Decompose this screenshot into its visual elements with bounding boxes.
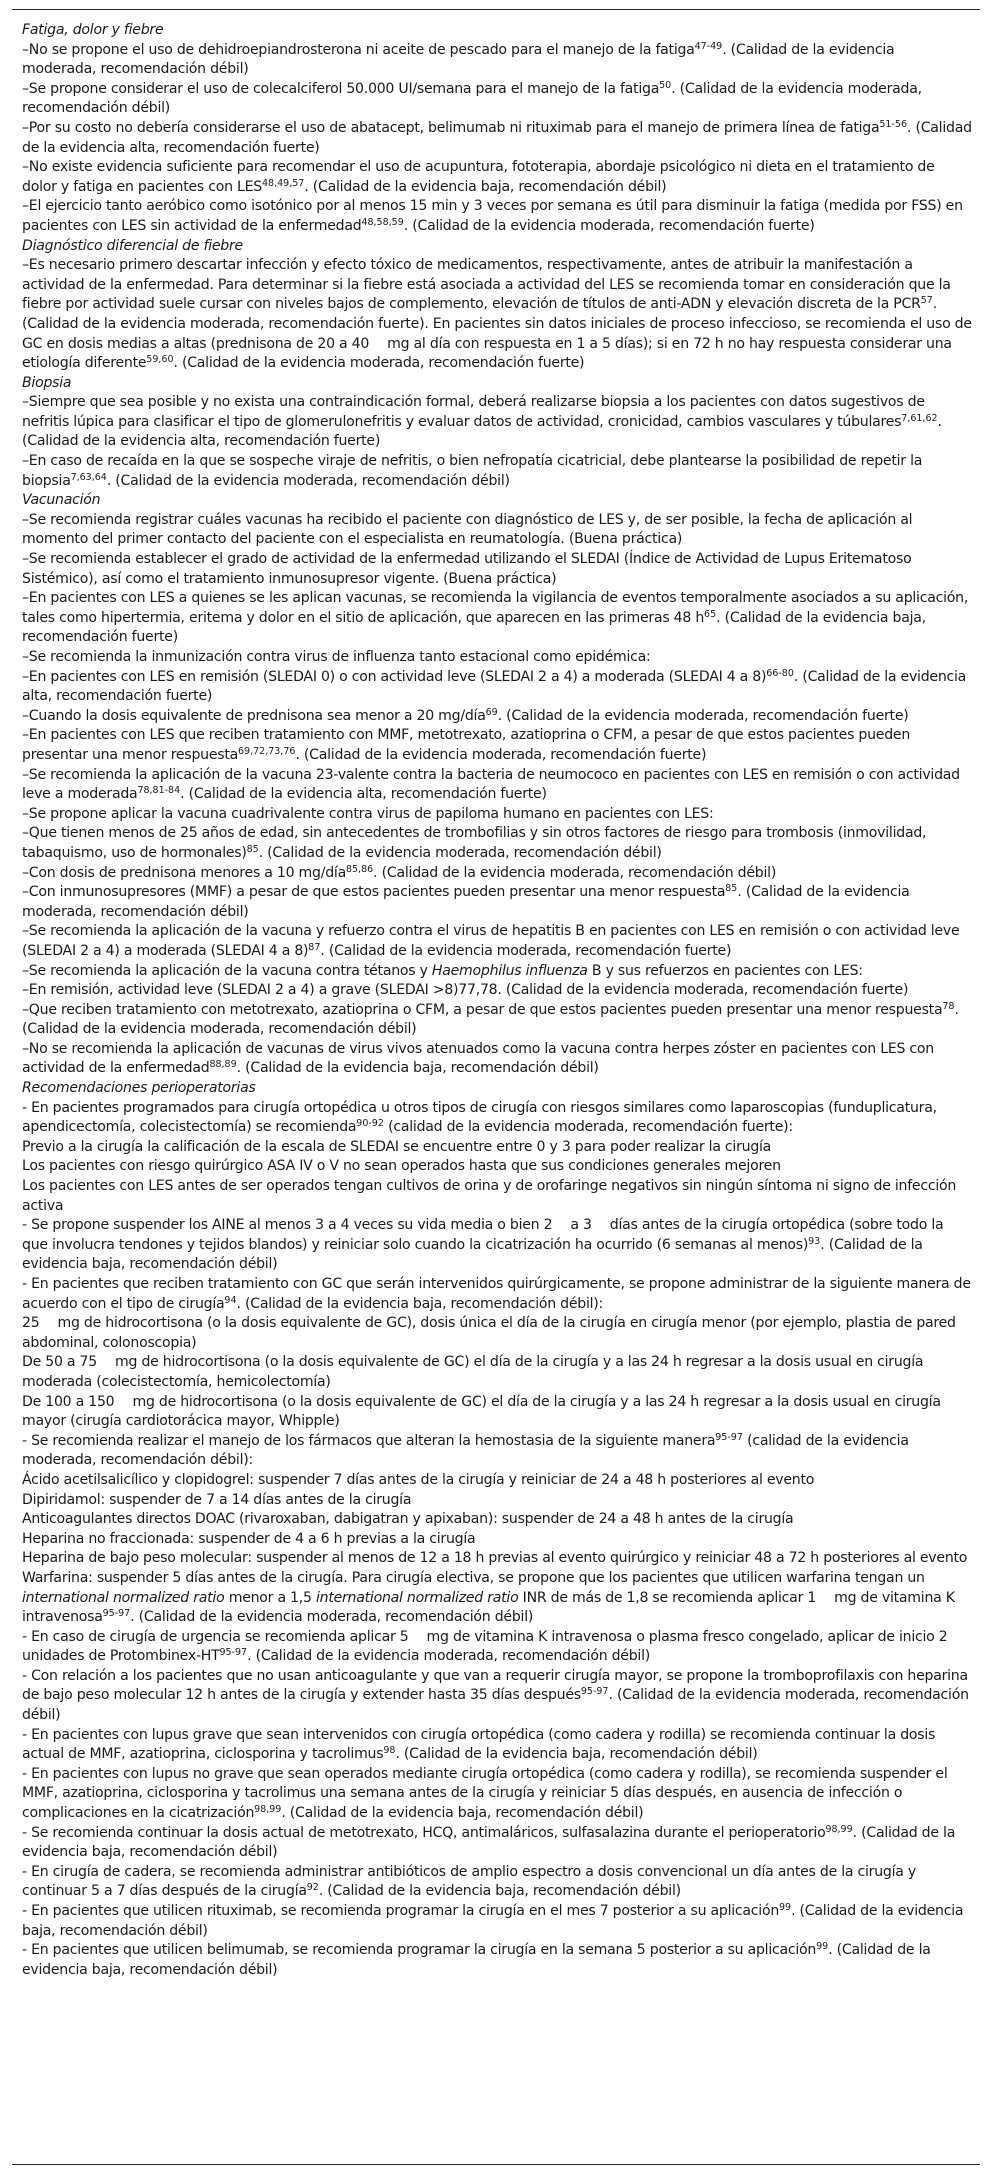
- recommendations-table: [12, 9, 980, 2165]
- reference-superscript: 98: [383, 1745, 396, 1757]
- reference-superscript: 95-97: [715, 1431, 743, 1443]
- recommendation-item: [22, 1667, 972, 1726]
- reference-superscript: 66-80: [766, 667, 794, 679]
- recommendation-item: [22, 1001, 972, 1040]
- recommendation-item: [22, 1765, 972, 1824]
- text-run: - Con relación a los pacientes que no usan anticoagulante y que van a requerir cirugía mayor, se propone la tromboprofilaxis con heparina de bajo peso molecular 12 h antes de la cirugía y extender hasta 35 días después: [22, 1667, 968, 1704]
- text-run: –Se recomienda registrar cuáles vacunas ha recibido el paciente con diagnóstico de LES y, de ser posible, la fecha de aplicación al momento del primer contacto del paciente con el especialista en reumatología. (Buena práctica): [22, 511, 913, 548]
- recommendation-item: [22, 1863, 972, 1902]
- text-run: . (Calidad de la evidencia baja, recomendación débil): [304, 178, 667, 195]
- text-run: INR de más de 1,8 se recomienda aplicar 1 mg de vitamina K intravenosa: [22, 1589, 955, 1626]
- text-run: - En pacientes que utilicen rituximab, se recomienda programar la cirugía en el mes 7 posterior a su aplicación: [22, 1903, 779, 1919]
- recommendation-item: [22, 707, 972, 727]
- text-run: B y sus refuerzos en pacientes con LES:: [587, 962, 863, 979]
- text-run: - Se recomienda realizar el manejo de los fármacos que alteran la hemostasia de la siguiente manera: [22, 1432, 716, 1449]
- text-run: . (Calidad de la evidencia baja, recomendación débil): [22, 1824, 956, 1861]
- italic-text: Haemophilus influenza: [431, 962, 588, 979]
- text-run: Ácido acetilsalicílico y clopidogrel: suspender 7 días antes de la cirugía y reiniciar de 24 a 48 h posteriores al evento: [22, 1471, 815, 1488]
- reference-superscript: 85: [246, 843, 259, 855]
- text-run: - En pacientes que utilicen belimumab, se recomienda programar la cirugía en la semana 5 posterior a su aplicación: [22, 1942, 817, 1959]
- reference-superscript: 99: [816, 1941, 829, 1953]
- recommendation-item: [22, 452, 972, 491]
- recommendation-item: [22, 805, 972, 825]
- reference-superscript: 92: [306, 1882, 319, 1894]
- section-heading: Biopsia: [22, 374, 72, 391]
- text-run: . (Calidad de la evidencia moderada, recomendación débil): [22, 80, 922, 117]
- reference-superscript: 48,58,59: [361, 216, 404, 228]
- reference-superscript: 85: [725, 883, 738, 895]
- section-heading: Recomendaciones perioperatorias: [22, 1080, 256, 1097]
- text-run: –Se recomienda la aplicación de la vacuna contra tétanos y: [22, 962, 432, 979]
- text-run: - En cirugía de cadera, se recomienda administrar antibióticos de amplio espectro a dosis convencional un día antes de la cirugía y continuar 5 a 7 días después de la cirugía: [22, 1863, 916, 1900]
- recommendation-item: [22, 1393, 972, 1432]
- text-run: . (Calidad de la evidencia baja, recomendación débil): [281, 1805, 644, 1822]
- recommendation-item: [22, 80, 972, 119]
- recommendation-item: [22, 1569, 972, 1628]
- recommendation-item: [22, 158, 972, 197]
- text-run: Dipiridamol: suspender de 7 a 14 días antes de la cirugía: [22, 1491, 412, 1508]
- text-run: –Se recomienda la aplicación de la vacuna 23-valente contra la bacteria de neumococo en pacientes con LES en remisión o con actividad leve a moderada: [22, 766, 960, 803]
- text-run: . (Calidad de la evidencia baja, recomendación débil): [22, 1903, 964, 1939]
- recommendation-item: [22, 1275, 972, 1314]
- text-run: . (Calidad de la evidencia moderada, recomendación fuerte): [320, 942, 732, 959]
- reference-superscript: 98,99: [254, 1804, 282, 1816]
- reference-superscript: 78,81-84: [137, 785, 181, 797]
- recommendation-item: [22, 1314, 972, 1353]
- text-run: . (Calidad de la evidencia moderada, recomendación débil): [22, 884, 910, 920]
- text-run: . (Calidad de la evidencia moderada, recomendación fuerte): [403, 217, 815, 234]
- text-run: –No se propone el uso de dehidroepiandrosterona ni aceite de pescado para el manejo de la fatiga: [22, 41, 695, 58]
- reference-superscript: 88,89: [209, 1059, 237, 1071]
- reference-superscript: 7,63,64: [70, 471, 107, 483]
- text-run: –No se recomienda la aplicación de vacunas de virus vivos atenuados como la vacuna contra herpes zóster en pacientes con LES con actividad de la enfermedad: [22, 1040, 934, 1077]
- recommendation-item: [22, 981, 972, 1001]
- text-run: . (Calidad de la evidencia moderada, recomendación fuerte). En pacientes sin datos iniciales de proceso infeccioso, se recomienda el uso de GC en dosis medias a altas (prednisona de 20 a 40 mg al día con respuesta en 1 a 5 días); si en 72 h no hay respuesta considerar una etiología diferente: [22, 296, 972, 372]
- text-run: –Que tienen menos de 25 años de edad, sin antecedentes de trombofilias y sin otros factores de riesgo para trombosis (inmovilidad, tabaquismo, uso de hormonales): [22, 825, 927, 861]
- text-run: . (Calidad de la evidencia alta, recomendación fuerte): [22, 119, 972, 156]
- text-run: –Se propone aplicar la vacuna cuadrivalente contra virus de papiloma humano en pacientes con LES:: [22, 805, 714, 822]
- recommendation-item: [22, 41, 972, 80]
- text-run: –Se recomienda establecer el grado de actividad de la enfermedad utilizando el SLEDAI (Índice de Actividad de Lupus Eritematoso Sistémico), así como el tratamiento inmunosupresor vigente. (Buena práctica): [22, 551, 912, 587]
- text-run: (calidad de la evidencia moderada, recomendación fuerte):: [383, 1119, 793, 1136]
- recommendation-item: [22, 119, 972, 158]
- text-run: –En pacientes con LES que reciben tratamiento con MMF, metotrexato, azatioprina o CFM, a pesar de que estos pacientes pueden presentar una menor respuesta: [22, 727, 910, 763]
- text-run: –Con inmunosupresores (MMF) a pesar de que estos pacientes pueden presentar una menor respuesta: [22, 884, 726, 901]
- reference-superscript: 85,86: [345, 863, 374, 875]
- recommendation-item: [22, 962, 972, 982]
- recommendation-item: [22, 589, 972, 648]
- text-run: - En pacientes programados para cirugía ortopédica u otros tipos de cirugía con riesgos similares como laparoscopias (funduplicatura, apendicectomía, colecistectomía) se recomienda: [22, 1099, 937, 1136]
- reference-superscript: 7,61,62: [901, 412, 938, 424]
- recommendation-item: [22, 1177, 972, 1216]
- recommendation-item: [22, 726, 972, 765]
- recommendation-item: [22, 197, 972, 236]
- text-run: - En pacientes que reciben tratamiento con GC que serán intervenidos quirúrgicamente, se propone administrar de la siguiente manera de acuerdo con el tipo de cirugía: [22, 1276, 971, 1312]
- text-run: De 100 a 150 mg de hidrocortisona (o la dosis equivalente de GC) el día de la cirugía y a las 24 h regresar a la dosis usual en cirugía mayor (cirugía cardiotorácica mayor, Whipple): [22, 1393, 941, 1430]
- reference-superscript: 69: [485, 706, 498, 718]
- text-run: . (Calidad de la evidencia baja, recomendación débil): [395, 1746, 758, 1763]
- text-run: –El ejercicio tanto aeróbico como isotónico por al menos 15 min y 3 veces por semana es útil para disminuir la fatiga (medida por FSS) en pacientes con LES sin actividad de la enfermedad: [22, 198, 963, 234]
- text-run: . (Calidad de la evidencia baja, recomendación débil): [22, 1942, 931, 1978]
- reference-superscript: 90-92: [356, 1118, 384, 1130]
- recommendation-item: [22, 256, 972, 374]
- reference-superscript: 47-49: [694, 40, 723, 52]
- recommendation-item: [22, 1432, 972, 1471]
- text-run: Previo a la cirugía la calificación de la escala de SLEDAI se encuentre entre 0 y 3 para poder realizar la cirugía: [22, 1138, 772, 1155]
- recommendation-item: [22, 550, 972, 589]
- recommendation-item: [22, 1353, 972, 1392]
- italic-text: international normalized ratio: [22, 1589, 225, 1606]
- text-run: . (Calidad de la evidencia moderada, recomendación fuerte): [295, 746, 707, 763]
- section-heading: Diagnóstico diferencial de fiebre: [22, 237, 243, 254]
- text-run: menor a 1,5: [224, 1589, 316, 1606]
- text-run: –En pacientes con LES en remisión (SLEDAI 0) o con actividad leve (SLEDAI 2 a 4) a moderada (SLEDAI 4 a 8): [22, 668, 767, 685]
- text-run: . (Calidad de la evidencia moderada, recomendación débil): [106, 472, 510, 489]
- text-run: –Por su costo no debería considerarse el uso de abatacept, belimumab ni rituximab para el manejo de primera línea de fatiga: [22, 119, 880, 136]
- text-run: . (Calidad de la evidencia alta, recomendación fuerte): [22, 413, 942, 450]
- text-run: . (Calidad de la evidencia baja, recomendación débil): [22, 1236, 923, 1273]
- text-run: . (Calidad de la evidencia moderada, recomendación débil): [22, 41, 895, 78]
- text-run: . (Calidad de la evidencia alta, recomendación fuerte): [180, 786, 547, 803]
- text-run: - En pacientes con lupus grave que sean intervenidos con cirugía ortopédica (como cadera y rodilla) se recomienda continuar la dosis actual de MMF, azatioprina, ciclosporina y tacrolimus: [22, 1726, 936, 1763]
- recommendation-item: [22, 766, 972, 805]
- text-run: . (Calidad de la evidencia moderada, recomendación fuerte): [497, 707, 909, 724]
- text-run: –Es necesario primero descartar infección y efecto tóxico de medicamentos, respectivamente, antes de atribuir la manifestación a actividad de la enfermedad. Para determinar si la fiebre está asociada a actividad del LES se recomienda tomar en consideración que la fiebre por actividad suele cursar con niveles bajos de complemento, elevación de títulos de anti-ADN y elevación discreta de la PCR: [22, 257, 951, 313]
- reference-superscript: 93: [808, 1235, 821, 1247]
- text-run: . (Calidad de la evidencia moderada, recomendación débil): [258, 844, 662, 861]
- italic-text: international normalized ratio: [315, 1589, 519, 1606]
- text-run: –Siempre que sea posible y no exista una contraindicación formal, deberá realizarse biopsia a los pacientes con datos sugestivos de nefritis lúpica para clasificar el tipo de glomerulonefritis y evaluar datos de actividad, cronicidad, cambios vasculares y túbulares: [22, 394, 925, 430]
- recommendation-item: [22, 1902, 972, 1941]
- recommendation-item: [22, 922, 972, 961]
- reference-superscript: 95-97: [580, 1686, 609, 1698]
- text-run: . (Calidad de la evidencia alta, recomendación fuerte): [22, 668, 967, 705]
- text-run: –No existe evidencia suficiente para recomendar el uso de acupuntura, fototerapia, abordaje psicológico ni dieta en el tratamiento de dolor y fatiga en pacientes con LES: [22, 159, 935, 195]
- reference-superscript: 94: [224, 1294, 237, 1306]
- text-run: . (Calidad de la evidencia baja, recomendación débil): [236, 1060, 599, 1077]
- recommendation-item: [22, 1628, 972, 1667]
- text-run: –Que reciben tratamiento con metotrexato, azatioprina o CFM, a pesar de que estos pacientes pueden presentar una menor respuesta: [22, 1001, 943, 1018]
- recommendation-item: [22, 511, 972, 550]
- recommendation-item: [22, 1040, 972, 1079]
- text-run: De 50 a 75 mg de hidrocortisona (o la dosis equivalente de GC) el día de la cirugía y a las 24 h regresar a la dosis usual en cirugía moderada (colecistectomía, hemicolectomía): [22, 1354, 924, 1390]
- reference-superscript: 95-97: [219, 1647, 248, 1659]
- reference-superscript: 48,49,57: [262, 177, 305, 189]
- recommendation-item: [22, 1824, 972, 1863]
- recommendation-item: [22, 864, 972, 884]
- reference-superscript: 57: [920, 295, 933, 307]
- text-run: - En pacientes con lupus no grave que sean operados mediante cirugía ortopédica (como cadera y rodilla), se recomienda suspender el MMF, azatioprina, ciclosporina y tacrolimus una semana antes de la cirugía y reiniciar 5 días después, en ausencia de infección o complicaciones en la cicatrización: [22, 1765, 948, 1822]
- recommendation-item: [22, 1099, 972, 1138]
- text-run: . (Calidad de la evidencia baja, recomendación débil):: [236, 1295, 604, 1312]
- text-run: - Se recomienda continuar la dosis actual de metotrexato, HCQ, antimaláricos, sulfasalazina durante el perioperatorio: [22, 1824, 826, 1841]
- section-heading: Vacunación: [22, 492, 101, 509]
- text-run: 25 mg de hidrocortisona (o la dosis equivalente de GC), dosis única el día de la cirugía en cirugía menor (por ejemplo, plastia de pared abdominal, colonoscopia): [22, 1315, 956, 1351]
- text-run: (calidad de la evidencia moderada, recomendación débil):: [22, 1432, 909, 1469]
- text-run: –Se recomienda la inmunización contra virus de influenza tanto estacional como epidémica:: [22, 649, 651, 665]
- recommendation-item: [22, 1157, 972, 1177]
- text-run: . (Calidad de la evidencia baja, recomendación débil): [318, 1883, 681, 1900]
- recommendation-item: [22, 1510, 972, 1530]
- text-run: . (Calidad de la evidencia moderada, recomendación débil): [373, 864, 777, 881]
- text-run: . (Calidad de la evidencia moderada, recomendación fuerte): [173, 355, 585, 372]
- recommendation-item: [22, 1216, 972, 1275]
- reference-superscript: 95-97: [102, 1608, 131, 1620]
- text-run: . (Calidad de la evidencia moderada, recomendación débil): [22, 1687, 969, 1724]
- recommendation-item: [22, 1491, 972, 1511]
- recommendation-item: [22, 1941, 972, 1980]
- text-run: - En caso de cirugía de urgencia se recomienda aplicar 5 mg de vitamina K intravenosa o plasma fresco congelado, aplicar de inicio 2 unidades de Protombinex-HT: [22, 1628, 948, 1665]
- text-run: . (Calidad de la evidencia baja, recomendación fuerte): [22, 609, 926, 646]
- reference-superscript: 50: [659, 79, 672, 91]
- text-run: . (Calidad de la evidencia moderada, recomendación débil): [130, 1609, 534, 1626]
- recommendation-item: [22, 1138, 972, 1158]
- recommendation-item: [22, 1471, 972, 1491]
- text-run: –Se recomienda la aplicación de la vacuna y refuerzo contra el virus de hepatitis B en pacientes con LES en remisión o con actividad leve (SLEDAI 2 a 4) a moderada (SLEDAI 4 a 8): [22, 923, 960, 959]
- reference-superscript: 69,72,73,76: [238, 745, 296, 757]
- reference-superscript: 51-56: [879, 118, 907, 130]
- text-run: . (Calidad de la evidencia moderada, recomendación débil): [247, 1648, 651, 1665]
- text-run: –Cuando la dosis equivalente de prednisona sea menor a 20 mg/día: [22, 707, 486, 724]
- recommendation-item: [22, 1726, 972, 1765]
- text-run: Warfarina: suspender 5 días antes de la cirugía. Para cirugía electiva, se propone que los pacientes que utilicen warfarina tengan un: [22, 1569, 925, 1586]
- text-run: Anticoagulantes directos DOAC (rivaroxaban, dabigatran y apixaban): suspender de 24 a 48 h antes de la cirugía: [22, 1511, 794, 1528]
- reference-superscript: 59,60: [146, 354, 174, 366]
- recommendation-item: [22, 668, 972, 707]
- reference-superscript: 98,99: [825, 1823, 853, 1835]
- text-run: Heparina de bajo peso molecular: suspender al menos de 12 a 18 h previas al evento quirúrgico y reiniciar 48 a 72 h posteriores al evento: [22, 1550, 968, 1567]
- recommendation-item: [22, 824, 972, 863]
- recommendation-item: [22, 393, 972, 452]
- text-run: . (Calidad de la evidencia moderada, recomendación débil): [22, 1001, 959, 1038]
- reference-superscript: 99: [779, 1902, 792, 1913]
- reference-superscript: 87: [308, 941, 321, 953]
- text-run: –En pacientes con LES a quienes se les aplican vacunas, se recomienda la vigilancia de eventos temporalmente asociados a su aplicación, tales como hipertermia, eritema y dolor en el sitio de aplicación, que aparecen en las primeras 48 h: [22, 590, 969, 626]
- text-run: –Con dosis de prednisona menores a 10 mg/día: [22, 864, 346, 881]
- text-run: –En remisión, actividad leve (SLEDAI 2 a 4) a grave (SLEDAI >8)77,78. (Calidad de la evidencia moderada, recomendación fuerte): [22, 982, 909, 999]
- text-run: –En caso de recaída en la que se sospeche viraje de nefritis, o bien nefropatía cicatricial, debe plantearse la posibilidad de repetir la biopsia: [22, 453, 923, 489]
- text-run: –Se propone considerar el uso de colecalciferol 50.000 UI/semana para el manejo de la fatiga: [22, 80, 660, 97]
- section-heading: Fatiga, dolor y fiebre: [22, 22, 164, 38]
- text-run: Los pacientes con riesgo quirúrgico ASA IV o V no sean operados hasta que sus condiciones generales mejoren: [22, 1158, 781, 1175]
- text-run: Heparina no fraccionada: suspender de 4 a 6 h previas a la cirugía: [22, 1530, 476, 1547]
- recommendation-item: [22, 1530, 972, 1550]
- reference-superscript: 65: [704, 608, 717, 620]
- text-run: Los pacientes con LES antes de ser operados tengan cultivos de orina y de orofaringe negativos sin ningún síntoma ni signo de infección activa: [22, 1178, 957, 1214]
- recommendation-item: [22, 648, 972, 668]
- recommendation-item: [22, 1549, 972, 1569]
- recommendation-item: [22, 883, 972, 922]
- text-run: - Se propone suspender los AINE al menos 3 a 4 veces su vida media o bien 2 a 3 días antes de la cirugía ortopédica (sobre todo la que involucra tendones y tejidos blandos) y reiniciar solo cuando la cicatrización ha ocurrido (6 semanas al menos): [22, 1217, 944, 1253]
- reference-superscript: 78: [942, 1000, 955, 1012]
